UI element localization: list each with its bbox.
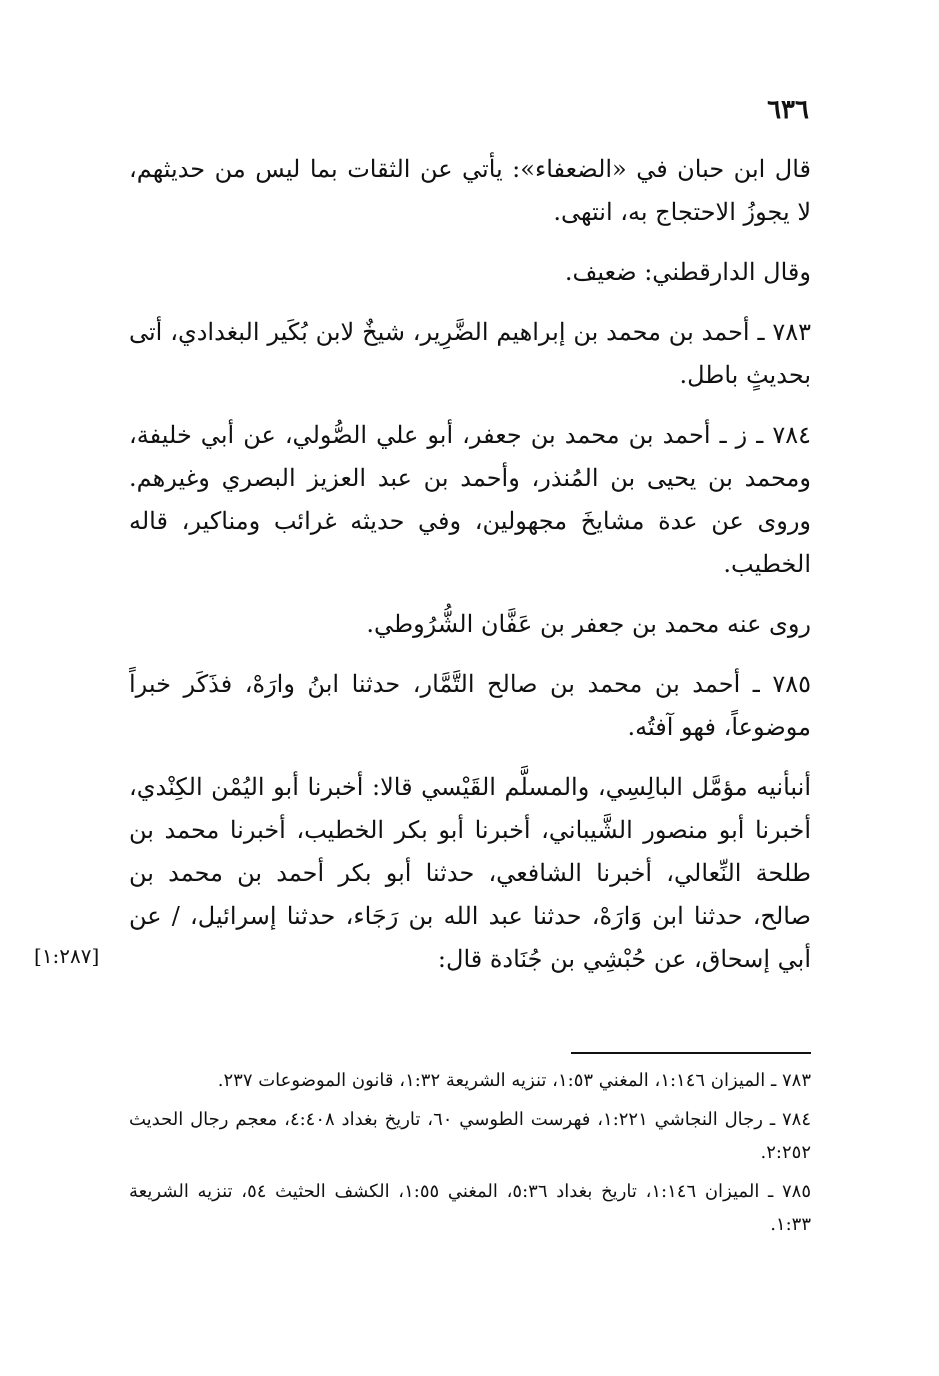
entry-783: ٧٨٣ ـ أحمد بن محمد بن إبراهيم الضَّرِير، شيخٌ لابن بُكَير البغدادي، أتى بحديثٍ باطل.	[129, 318, 811, 389]
paragraph: روى عنه محمد بن جعفر بن عَفَّان الشُّرُوطي.	[366, 610, 811, 638]
entry-785: ٧٨٥ ـ أحمد بن محمد بن صالح التَّمَّار، حدثنا ابنُ وارَهْ، فذَكَر خبراً موضوعاً، فهو آفتُه.	[129, 670, 811, 741]
footnote-784: ٧٨٤ ـ رجال النجاشي ١:٢٢١، فهرست الطوسي ٦٠، تاريخ بغداد ٤:٤٠٨، معجم رجال الحديث ٢:٢٥٢.	[129, 1109, 811, 1163]
footnote-separator	[571, 1052, 811, 1054]
paragraph: وقال الدارقطني: ضعيف.	[564, 258, 811, 286]
page-number: ٦٣٦	[767, 95, 809, 125]
entry-784: ٧٨٤ ـ ز ـ أحمد بن محمد بن جعفر، أبو علي الصُّولي، عن أبي خليفة، ومحمد بن يحيى بن المُنذر، وأحمد بن عبد العزيز البصري وغيرهم. وروى عن عدة مشايخَ مجهولين، وفي حديثه غرائب ومناكير، قاله الخطيب.	[129, 421, 811, 578]
margin-reference: [١:٢٨٧]	[34, 944, 100, 968]
paragraph: قال ابن حبان في «الضعفاء»: يأتي عن الثقات بما ليس من حديثهم، لا يجوزُ الاحتجاج به، انتهى.	[129, 155, 811, 226]
main-text	[129, 148, 811, 998]
footnote-785: ٧٨٥ ـ الميزان ١:١٤٦، تاريخ بغداد ٥:٣٦، المغني ١:٥٥، الكشف الحثيث ٥٤، تنزيه الشريعة ١:٣٣.	[129, 1181, 812, 1235]
footnotes	[129, 1064, 811, 1247]
footnote-783: ٧٨٣ ـ الميزان ١:١٤٦، المغني ١:٥٣، تنزيه الشريعة ١:٣٢، قانون الموضوعات ٢٣٧.	[217, 1070, 811, 1091]
isnad-paragraph: أنبأنيه مؤمَّل البالِسِي، والمسلَّم القَيْسي قالا: أخبرنا أبو اليُمْن الكِنْدي، أخبرنا أبو منصور الشَّيباني، أخبرنا أبو بكر الخطيب، أخبرنا محمد بن طلحة النِّعالي، أخبرنا الشافعي، حدثنا أبو بكر أحمد بن محمد بن صالح، حدثنا ابن وَارَهْ، حدثنا عبد الله بن رَجَاء، حدثنا إسرائيل، / عن أبي إسحاق، عن حُبْشِي بن جُنَادة قال:	[129, 773, 812, 973]
